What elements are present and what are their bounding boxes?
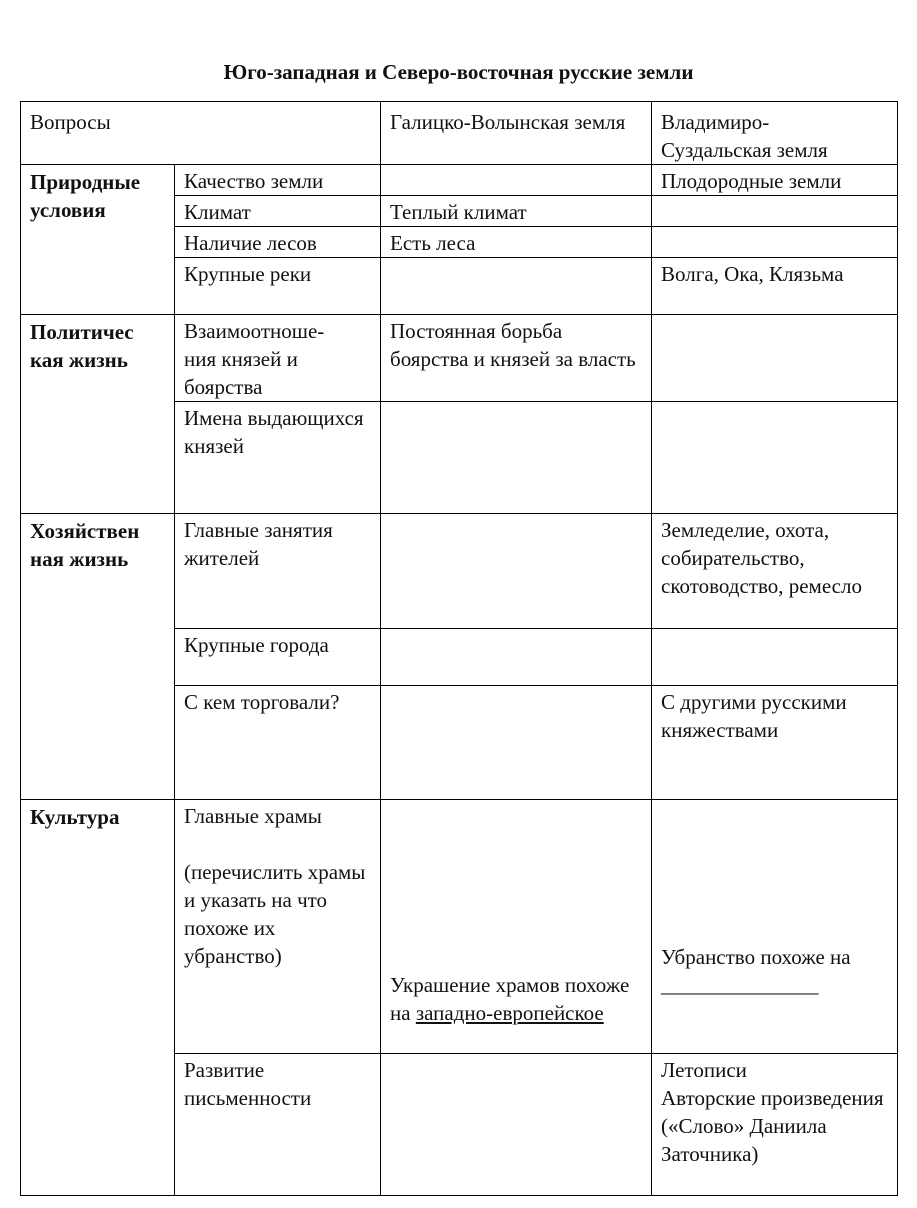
table-row <box>21 165 898 196</box>
answer-princes-gv <box>381 402 652 514</box>
comparison-table <box>20 101 898 1196</box>
question-main-occupations: Главные занятия жителей <box>175 514 381 629</box>
section-economic-life <box>21 514 175 800</box>
answer-trade-vs: С другими русскими княжествами <box>652 686 898 800</box>
answer-temples-gv-prefix: Украшение храмов похоже на <box>390 973 630 1025</box>
answer-cities-vs <box>652 629 898 686</box>
answer-princes-vs <box>652 402 898 514</box>
question-climate: Климат <box>175 196 381 227</box>
answer-trade-gv <box>381 686 652 800</box>
question-temples-note: (перечислить храмы и указать на что похоже их убранство) <box>184 860 366 968</box>
question-main-temples <box>175 800 381 1054</box>
answer-relations-vs <box>652 315 898 402</box>
question-rivers: Крупные реки <box>175 258 381 315</box>
answer-writing-gv <box>381 1054 652 1196</box>
question-trade-partners: С кем торговали? <box>175 686 381 800</box>
question-notable-princes: Имена выдающихся князей <box>175 402 381 514</box>
answer-land-gv <box>381 165 652 196</box>
section-economic-line2: ная жизнь <box>30 547 129 571</box>
question-land-quality: Качество земли <box>175 165 381 196</box>
table-row <box>21 315 898 402</box>
answer-writing-vs-line1: Летописи <box>661 1058 747 1082</box>
answer-temples-gv <box>381 800 652 1054</box>
answer-writing-vs-line2: Авторские произведения («Слово» Даниила Заточника) <box>661 1086 884 1166</box>
answer-cities-gv <box>381 629 652 686</box>
question-relations-line1: Взаимоотноше- <box>184 319 325 343</box>
document-title: Юго-западная и Северо-восточная русские земли <box>223 60 694 84</box>
header-vladimir-suzdal <box>652 102 898 165</box>
answer-forests-vs <box>652 227 898 258</box>
answer-rivers-gv <box>381 258 652 315</box>
answer-rivers-vs: Волга, Ока, Клязьма <box>652 258 898 315</box>
header-vs-line1: Владимиро- <box>661 110 770 134</box>
question-relations-line3: боярства <box>184 375 263 399</box>
table-row <box>21 800 898 1054</box>
question-writing-development: Развитие письменности <box>175 1054 381 1196</box>
question-temples-label: Главные храмы <box>184 804 322 828</box>
answer-temples-vs: Убранство похоже на _______________ <box>652 800 898 1054</box>
header-row <box>21 102 898 165</box>
header-vs-line2: Суздальская земля <box>661 138 828 162</box>
section-political-line1: Политичес <box>30 320 134 344</box>
answer-occupations-gv <box>381 514 652 629</box>
section-natural-conditions: Природные условия <box>21 165 175 315</box>
answer-climate-gv: Теплый климат <box>381 196 652 227</box>
answer-writing-vs <box>652 1054 898 1196</box>
section-economic-line1: Хозяйствен <box>30 519 140 543</box>
answer-occupations-vs: Земледелие, охота, собирательство, скотоводство, ремесло <box>652 514 898 629</box>
section-culture: Культура <box>21 800 175 1196</box>
question-relations-line2: ния князей и <box>184 347 298 371</box>
header-questions: Вопросы <box>21 102 381 165</box>
header-galicia-volhynia: Галицко-Волынская земля <box>381 102 652 165</box>
answer-climate-vs <box>652 196 898 227</box>
question-forests: Наличие лесов <box>175 227 381 258</box>
answer-forests-gv: Есть леса <box>381 227 652 258</box>
question-major-cities: Крупные города <box>175 629 381 686</box>
question-prince-boyar-relations <box>175 315 381 402</box>
table-row <box>21 514 898 629</box>
answer-land-vs: Плодородные земли <box>652 165 898 196</box>
answer-temples-gv-underlined: западно-европейское <box>415 1001 604 1025</box>
section-political-line2: кая жизнь <box>30 348 128 372</box>
answer-relations-gv: Постоянная борьба боярства и князей за власть <box>381 315 652 402</box>
section-political-life <box>21 315 175 514</box>
